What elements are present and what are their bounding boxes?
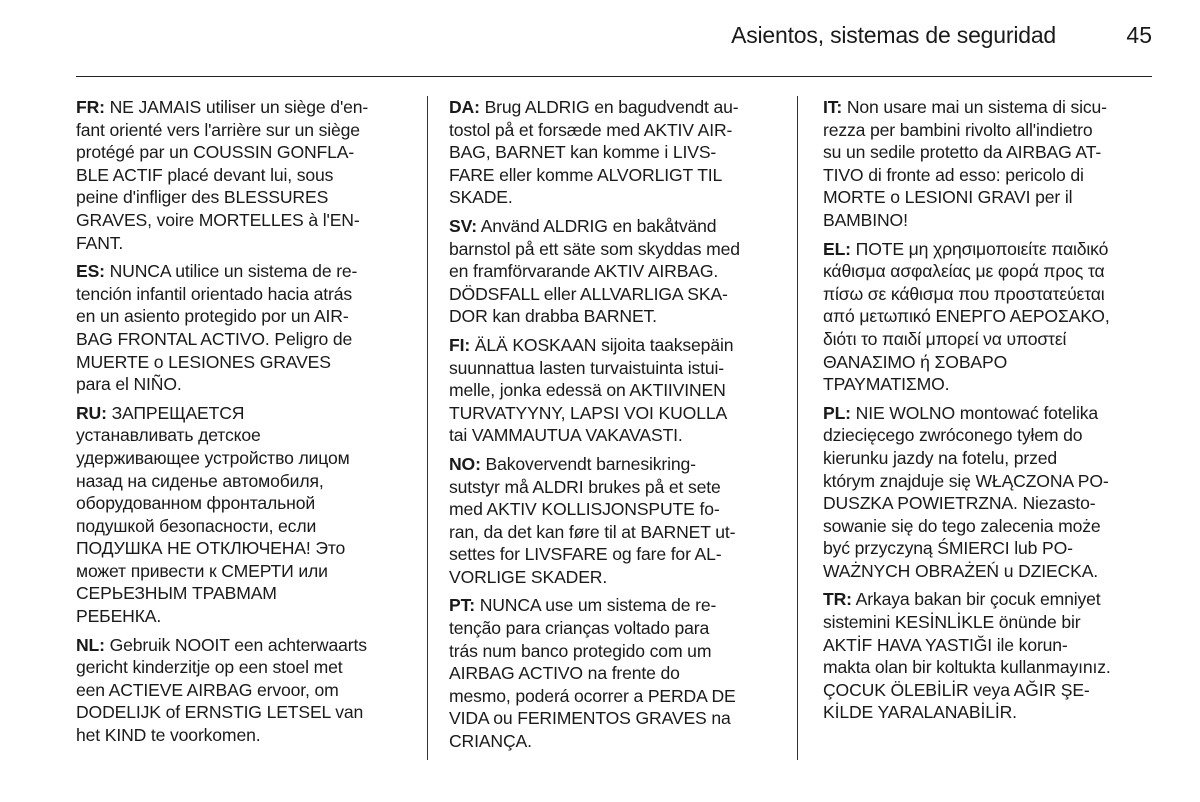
paragraph-text-line: en un asiento protegido por un AIR-	[76, 306, 349, 327]
paragraph-text-line: trás num banco protegido com um	[449, 640, 712, 661]
paragraph-first-line	[449, 453, 777, 476]
paragraph-text-line: διότι το παιδί μπορεί να υποστεί	[823, 328, 1067, 349]
header-divider	[76, 76, 1152, 77]
paragraph-text-line: VORLIGE SKADER.	[449, 566, 608, 587]
paragraph-text-line: ΠΟΤΕ μη χρησιμοποιείτε παιδικό	[850, 238, 1109, 259]
paragraph-text-line: NUNCA utilice un sistema de re-	[104, 261, 358, 282]
language-code: EL:	[823, 238, 851, 259]
text-column-3	[823, 96, 1153, 730]
paragraph-text-line: SKADE.	[449, 187, 513, 208]
language-code: RU:	[76, 402, 107, 423]
paragraph-text-line: tai VAMMAUTUA VAKAVASTI.	[449, 425, 683, 446]
paragraph-text-line: tostol på et forsæde med AKTIV AIR-	[449, 119, 733, 140]
language-code: FI:	[449, 334, 471, 355]
paragraph-text-line: kierunku jazdy na fotelu, przed	[823, 447, 1057, 468]
paragraph-text-line: назад на сиденье автомобиля,	[76, 470, 324, 491]
paragraph-text-line: su un sedile protetto da AIRBAG AT-	[823, 142, 1102, 163]
paragraph-text-line: suunnattua lasten turvaistuinta istui-	[449, 357, 724, 378]
paragraph-text-line: από μετωπικό ΕΝΕΡΓΟ ΑΕΡΟΣΑΚΟ,	[823, 306, 1110, 327]
paragraph-text-line: DUSZKA POWIETRZNA. Niezasto-	[823, 493, 1096, 514]
paragraph-text-line: sutstyr må ALDRI brukes på et sete	[449, 476, 721, 497]
paragraph-first-line	[823, 402, 1153, 425]
paragraph-text-line: sowanie się do tego zalecenia może	[823, 515, 1101, 536]
paragraph-text-line: TURVATYYNY, LAPSI VOI KUOLLA	[449, 402, 728, 423]
paragraph-text-line: Arkaya bakan bir çocuk emniyet	[851, 589, 1101, 610]
paragraph-text-line: rezza per bambini rivolto all'indietro	[823, 119, 1093, 140]
warning-paragraph	[449, 334, 777, 447]
paragraph-first-line	[449, 594, 777, 617]
warning-paragraph	[449, 215, 777, 328]
paragraph-text-line: sistemini KESİNLİKLE önünde bir	[823, 612, 1081, 633]
paragraph-text-line: ran, da det kan føre til at BARNET ut-	[449, 521, 736, 542]
paragraph-first-line	[823, 96, 1153, 119]
paragraph-text-line: удерживающее устройство лицом	[76, 447, 350, 468]
language-code: PT:	[449, 595, 475, 616]
paragraph-text-line: κάθισμα ασφαλείας με φορά προς τα	[823, 261, 1105, 282]
paragraph-text-line: makta olan bir koltukta kullanmayınız.	[823, 657, 1111, 678]
paragraph-text-line: устанавливать детское	[76, 425, 261, 446]
paragraph-text-line: AIRBAG ACTIVO na frente do	[449, 663, 680, 684]
paragraph-text-line: gericht kinderzitje op een stoel met	[76, 657, 343, 678]
paragraph-text-line: ÄLÄ KOSKAAN sijoita taaksepäin	[470, 334, 734, 355]
paragraph-text-line: WAŻNYCH OBRAŻEŃ u DZIECKA.	[823, 560, 1099, 581]
paragraph-text-line: NUNCA use um sistema de re-	[474, 595, 717, 616]
language-code: FR:	[76, 97, 105, 117]
paragraph-text-line: GRAVES, voire MORTELLES à l'EN-	[76, 209, 360, 230]
language-code: NL:	[76, 634, 105, 655]
warning-paragraph	[823, 96, 1153, 232]
paragraph-text-line: CRIANÇA.	[449, 731, 532, 752]
paragraph-text-line: peine d'infliger des BLESSURES	[76, 187, 329, 208]
paragraph-text-line: Brug ALDRIG en bagudvendt au-	[479, 97, 739, 117]
warning-paragraph	[449, 96, 777, 209]
language-code: SV:	[449, 215, 477, 236]
paragraph-first-line	[449, 96, 777, 119]
paragraph-text-line: πίσω σε κάθισμα που προστατεύεται	[823, 283, 1105, 304]
paragraph-text-line: СЕРЬЕЗНЫМ ТРАВМАМ	[76, 583, 277, 604]
paragraph-text-line: med AKTIV KOLLISJONSPUTE fo-	[449, 499, 720, 520]
paragraph-text-line: ΘΑΝΑΣΙΜΟ ή ΣΟΒΑΡΟ	[823, 351, 1008, 372]
page-number: 45	[1126, 22, 1152, 48]
paragraph-text-line: VIDA ou FERIMENTOS GRAVES na	[449, 708, 731, 729]
warning-paragraph	[76, 402, 410, 628]
language-code: TR:	[823, 589, 852, 610]
warning-paragraph	[823, 402, 1153, 583]
paragraph-text-line: MORTE o LESIONI GRAVI per il	[823, 187, 1073, 208]
paragraph-text-line: melle, jonka edessä on AKTIIVINEN	[449, 380, 726, 401]
paragraph-text-line: para el NIÑO.	[76, 374, 182, 395]
paragraph-text-line: NE JAMAIS utiliser un siège d'en-	[104, 97, 369, 117]
paragraph-text-line: BLE ACTIF placé devant lui, sous	[76, 164, 334, 185]
paragraph-text-line: settes for LIVSFARE og fare for AL-	[449, 544, 722, 565]
paragraph-text-line: ÇOCUK ÖLEBİLİR veya AĞIR ŞE-	[823, 679, 1090, 700]
paragraph-text-line: MUERTE o LESIONES GRAVES	[76, 351, 331, 372]
warning-paragraph	[823, 588, 1153, 724]
paragraph-text-line: być przyczyną ŚMIERCI lub PO-	[823, 538, 1073, 559]
column-divider	[797, 96, 798, 760]
warning-paragraph	[76, 260, 410, 396]
warning-paragraph	[76, 634, 410, 747]
paragraph-first-line	[76, 402, 410, 425]
paragraph-text-line: DODELIJK of ERNSTIG LETSEL van	[76, 702, 364, 723]
paragraph-first-line	[823, 238, 1153, 261]
paragraph-text-line: BAG, BARNET kan komme i LIVS-	[449, 142, 717, 163]
language-code: DA:	[449, 97, 480, 117]
language-code: NO:	[449, 453, 481, 474]
language-code: IT:	[823, 97, 843, 117]
paragraph-text-line: tención infantil orientado hacia atrás	[76, 283, 352, 304]
paragraph-text-line: Använd ALDRIG en bakåtvänd	[476, 215, 717, 236]
paragraph-text-line: FARE eller komme ALVORLIGT TIL	[449, 164, 723, 185]
paragraph-text-line: оборудованном фронтальной	[76, 493, 316, 514]
paragraph-text-line: DÖDSFALL eller ALLVARLIGA SKA-	[449, 283, 728, 304]
paragraph-text-line: KİLDE YARALANABİLİR.	[823, 702, 1017, 723]
warning-paragraph	[449, 594, 777, 752]
paragraph-text-line: barnstol på ett säte som skyddas med	[449, 238, 740, 259]
paragraph-text-line: en framförvarande AKTIV AIRBAG.	[449, 261, 719, 282]
paragraph-text-line: РЕБЕНКА.	[76, 606, 162, 627]
paragraph-text-line: FANT.	[76, 232, 124, 253]
paragraph-text-line: ПОДУШКА НЕ ОТКЛЮЧЕНА! Это	[76, 538, 346, 559]
paragraph-text-line: DOR kan drabba BARNET.	[449, 306, 657, 327]
paragraph-text-line: может привести к СМЕРТИ или	[76, 560, 328, 581]
page-title: Asientos, sistemas de seguridad	[731, 22, 1056, 48]
paragraph-text-line: tenção para crianças voltado para	[449, 618, 710, 639]
paragraph-text-line: een ACTIEVE AIRBAG ervoor, om	[76, 679, 339, 700]
paragraph-first-line	[449, 334, 777, 357]
warning-paragraph	[449, 453, 777, 589]
paragraph-first-line	[76, 634, 410, 657]
paragraph-text-line: dziecięcego zwróconego tyłem do	[823, 425, 1083, 446]
paragraph-text-line: подушкой безопасности, если	[76, 515, 317, 536]
paragraph-first-line	[449, 215, 777, 238]
paragraph-text-line: NIE WOLNO montować fotelika	[850, 402, 1098, 423]
paragraph-text-line: którym znajduje się WŁĄCZONA PO-	[823, 470, 1109, 491]
paragraph-text-line: mesmo, poderá ocorrer a PERDA DE	[449, 685, 736, 706]
paragraph-text-line: ΤΡΑΥΜΑΤΙΣΜΟ.	[823, 374, 950, 395]
column-divider	[427, 96, 428, 760]
paragraph-first-line	[76, 260, 410, 283]
paragraph-text-line: BAMBINO!	[823, 209, 908, 230]
paragraph-text-line: ЗАПРЕЩАЕТСЯ	[106, 402, 245, 423]
language-code: ES:	[76, 261, 105, 282]
paragraph-text-line: het KIND te voorkomen.	[76, 725, 261, 746]
paragraph-first-line	[823, 588, 1153, 611]
paragraph-first-line	[76, 96, 410, 119]
paragraph-text-line: Bakovervendt barnesikring-	[480, 453, 696, 474]
warning-paragraph	[76, 96, 410, 254]
paragraph-text-line: protégé par un COUSSIN GONFLA-	[76, 142, 355, 163]
text-column-1	[76, 96, 410, 753]
language-code: PL:	[823, 402, 851, 423]
paragraph-text-line: TIVO di fronte ad esso: pericolo di	[823, 164, 1084, 185]
text-column-2	[449, 96, 777, 759]
paragraph-text-line: BAG FRONTAL ACTIVO. Peligro de	[76, 328, 353, 349]
paragraph-text-line: Gebruik NOOIT een achterwaarts	[104, 634, 367, 655]
paragraph-text-line: fant orienté vers l'arrière sur un siège	[76, 119, 360, 140]
warning-paragraph	[823, 238, 1153, 396]
paragraph-text-line: Non usare mai un sistema di sicu-	[842, 97, 1107, 117]
paragraph-text-line: AKTİF HAVA YASTIĞI ile korun-	[823, 634, 1068, 655]
